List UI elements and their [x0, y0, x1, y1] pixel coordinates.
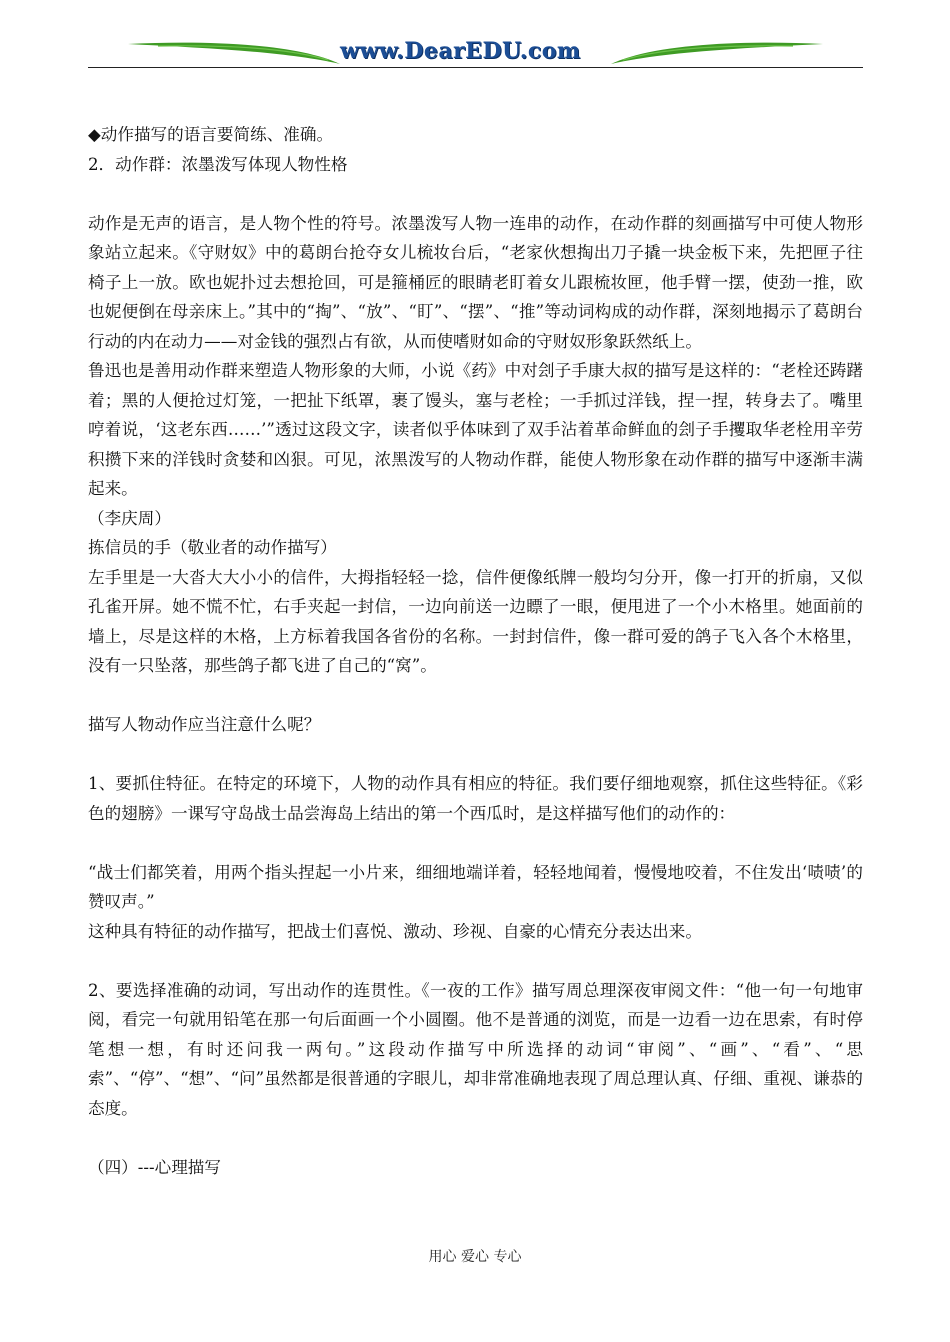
page-footer: 用心 爱心 专心	[428, 1249, 522, 1265]
blank-line	[88, 828, 863, 858]
blank-line	[88, 946, 863, 976]
summary-line: 这种具有特征的动作描写，把战士们喜悦、激动、珍视、自豪的心情充分表达出来。	[88, 921, 702, 941]
section-heading-psychology: （四）---心理描写	[88, 1157, 221, 1177]
question-line: 描写人物动作应当注意什么呢？	[88, 715, 321, 734]
paragraph-action-group: 动作是无声的语言，是人物个性的符号。浓墨泼写人物一连串的动作，在动作群的刻画描写中可使人物形象站立起来。《守财奴》中的葛朗台抢夺女儿梳妆台后，“老家伙想掏出刀子撬一块金板下来，先把匣子往椅子上一放。欧也妮扑过去想抢回，可是箍桶匠的眼睛老盯着女儿跟梳妆匣，他手臂一摆，使劲一推，欧也妮便倒在母亲床上。”其中的“掏”、“放”、“盯”、“摆”、“推”等动词构成的动作群，深刻地揭示了葛朗台行动的内在动力——对金钱的强烈占有欲，从而使嗜财如命的守财奴形象跃然纸上。	[88, 213, 863, 351]
section-heading-action-group: 2．动作群：浓墨泼写体现人物性格	[88, 154, 348, 174]
blank-line	[88, 740, 863, 770]
paragraph-luxun: 鲁迅也是善用动作群来塑造人物形象的大师，小说《药》中对刽子手康大叔的描写是这样的：“老栓还踌躇着；黑的人便抢过灯笼，一把扯下纸罩，裹了馒头，塞与老栓；一手抓过洋钱，捏一捏，转身去了。嘴里哼着说，‘这老东西……’”透过这段文字，读者似乎体味到了双手沾着革命鲜血的刽子手攫取华老栓用辛劳积攒下来的洋钱时贪婪和凶狠。可见，浓黑泼写的人物动作群，能使人物形象在动作群的描写中逐渐丰满起来。	[88, 361, 863, 498]
blank-line	[88, 681, 863, 711]
blank-line	[88, 1123, 863, 1153]
point-one-paragraph: 1、要抓住特征。在特定的环境下，人物的动作具有相应的特征。我们要仔细地观察，抓住这些特征。《彩色的翅膀》一课写守岛战士品尝海岛上结出的第一个西瓜时，是这样描写他们的动作的：	[88, 774, 863, 823]
blank-line	[88, 179, 863, 209]
point-two-paragraph: 2、要选择准确的动词，写出动作的连贯性。《一夜的工作》描写周总理深夜审阅文件：“他一句一句地审阅，看完一句就用铅笔在那一句后面画一个小圆圈。他不是普通的浏览，而是一边看一边在思索，有时停笔想一想，有时还问我一两句。”这段动作描写中所选择的动词“审阅”、“画”、“看”、“思索”、“停”、“想”、“问”虽然都是很普通的字眼儿，却非常准确地表现了周总理认真、仔细、重视、谦恭的态度。	[88, 980, 863, 1118]
header-divider	[88, 67, 863, 68]
example-title: 拣信员的手（敬业者的动作描写）	[88, 538, 337, 557]
paragraph-mail-sorter: 左手里是一大沓大大小小的信件，大拇指轻轻一捻，信件便像纸牌一般均匀分开，像一打开的折扇，又似孔雀开屏。她不慌不忙，右手夹起一封信，一边向前送一边瞟了一眼，便甩进了一个小木格里。她面前的墙上，尽是这样的木格，上方标着我国各省份的名称。一封封信件，像一群可爱的鸽子飞入各个木格里，没有一只坠落，那些鸽子都飞进了自己的“窝”。	[88, 567, 863, 675]
document-body	[88, 120, 863, 1182]
site-logo-text: www.DearEDU.com	[340, 38, 581, 64]
quote-paragraph: “战士们都笑着，用两个指头捏起一小片来，细细地端详着，轻轻地闻着，慢慢地咬着，不住发出‘啧啧’的赞叹声。”	[88, 862, 863, 911]
bullet-line: ◆动作描写的语言要简练、准确。	[88, 125, 334, 144]
author-line: （李庆周）	[88, 508, 171, 528]
